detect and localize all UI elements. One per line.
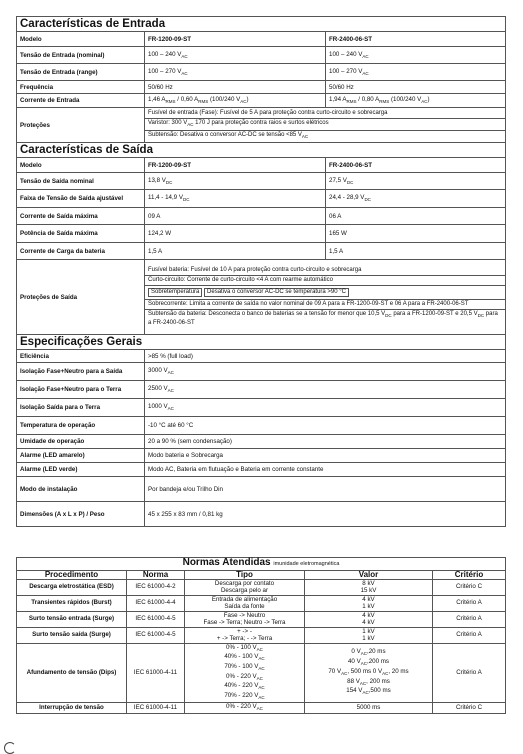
normas-procedimento: Descarga eletrostática (ESD) xyxy=(17,579,127,595)
normas-header-norma: Norma xyxy=(127,571,185,580)
saida-row-label: Corrente de Saída máxima xyxy=(17,208,145,225)
normas-valor: 4 kV 4 kV xyxy=(305,611,433,627)
entrada-row-value: 100 – 270 $V_{AC}$ xyxy=(326,64,506,81)
saida-row-value: 13,8 $V_{DC}$ xyxy=(145,173,326,190)
normas-criterio: Critério A xyxy=(433,611,506,627)
entrada-header-modelo: Modelo xyxy=(17,32,145,47)
saida-row-value: 09 A xyxy=(145,208,326,225)
protecao-curto-circuito: Curto-circuito: Corrente de curto-circuito <4 A com rearme automático xyxy=(145,276,505,286)
entrada-header-model-1: FR-1200-09-ST xyxy=(145,32,326,47)
entrada-row-label: Tensão de Entrada (range) xyxy=(17,64,145,81)
normas-valor: 8 kV 15 kV xyxy=(305,579,433,595)
saida-row-label: Corrente de Carga da bateria xyxy=(17,243,145,260)
gerais-row-value: >85 % (full load) xyxy=(145,350,506,363)
normas-criterio: Critério A xyxy=(433,643,506,702)
entrada-table xyxy=(16,16,506,527)
saida-title: Características de Saída xyxy=(17,143,506,158)
gerais-row-label: Modo de instalação xyxy=(17,477,145,502)
gerais-row-value: 45 x 255 x 83 mm / 0,81 kg xyxy=(145,502,506,527)
protecao-subtensao-bateria: Subtensão da bateria: Desconecta o banco de baterias se a tensão for menor que 10,5 $V_{DC}$ para a FR-1200-09-ST e 20,5 $V_{DC}$ para a FR-2400-06-ST xyxy=(148,311,498,326)
saida-header-modelo: Modelo xyxy=(17,158,145,173)
normas-procedimento: Surto tensão entrada (Surge) xyxy=(17,611,127,627)
saida-row-value: 24,4 - 28,9 $V_{DC}$ xyxy=(326,190,506,208)
gerais-row-value: 20 a 90 % (sem condensação) xyxy=(145,435,506,449)
protecao-fusivel: Fusível de entrada (Fase): Fusível de 5 A para proteção contra curto-circuito e sobrecarga xyxy=(145,109,505,119)
entrada-header-model-2: FR-2400-06-ST xyxy=(326,32,506,47)
gerais-row-label: Isolação Fase+Neutro para a Saída xyxy=(17,363,145,381)
gerais-row-label: Dimensões (A x L x P) / Peso xyxy=(17,502,145,527)
saida-row-value: 27,5 $V_{DC}$ xyxy=(326,173,506,190)
normas-norma: IEC 61000-4-11 xyxy=(127,643,185,702)
normas-header-valor: Valor xyxy=(305,571,433,580)
saida-row-value: 124,2 W xyxy=(145,225,326,243)
normas-norma: IEC 61000-4-5 xyxy=(127,611,185,627)
entrada-row-value: 1,94 $A_{RMS} / 0,80$ $A_{RMS}$ (100/240 $V_{AC}$) xyxy=(326,94,506,108)
normas-criterio: Critério C xyxy=(433,702,506,713)
saida-row-value: 11,4 - 14,9 $V_{DC}$ xyxy=(145,190,326,208)
saida-header-model-1: FR-1200-09-ST xyxy=(145,158,326,173)
normas-tipo: Fase -> Neutro Fase -> Terra; Neutro -> Terra xyxy=(185,611,305,627)
protecoes-saida-label: Proteções de Saída xyxy=(17,260,145,335)
gerais-row-value: 2500 $V_{AC}$ xyxy=(145,381,506,399)
gerais-row-label: Umidade de operação xyxy=(17,435,145,449)
gerais-row-value: 1000 $V_{AC}$ xyxy=(145,399,506,417)
protecoes-list xyxy=(145,108,506,143)
protecao-sobretemperatura xyxy=(145,286,505,300)
normas-criterio: Critério A xyxy=(433,595,506,611)
normas-tipo: Entrada de alimentação Saída da fonte xyxy=(185,595,305,611)
gerais-title: Especificações Gerais xyxy=(17,335,506,350)
normas-procedimento: Surto tensão saída (Surge) xyxy=(17,627,127,643)
protecoes-saida-list xyxy=(145,260,506,335)
protecoes-label: Proteções xyxy=(17,108,145,143)
saida-row-value: 06 A xyxy=(326,208,506,225)
entrada-row-value: 100 – 240 $V_{AC}$ xyxy=(326,47,506,64)
saida-row-value: 1,5 A xyxy=(145,243,326,260)
normas-procedimento: Afundamento de tensão (Dips) xyxy=(17,643,127,702)
entrada-row-value: 100 – 240 $V_{AC}$ xyxy=(145,47,326,64)
gerais-row-label: Alarme (LED verde) xyxy=(17,463,145,477)
entrada-row-value: 1,46 $A_{RMS} / 0,60$ $A_{RMS}$ (100/240 $V_{AC}$) xyxy=(145,94,326,108)
cropped-circle-icon xyxy=(4,742,16,754)
saida-row-label: Faixa de Tensão de Saída ajustável xyxy=(17,190,145,208)
saida-row-value: 1,5 A xyxy=(326,243,506,260)
protecao-fusivel-bateria: Fusível bateria: Fusível de 10 A para proteção contra curto-circuito e sobrecarga xyxy=(145,266,505,276)
normas-norma: IEC 61000-4-11 xyxy=(127,702,185,713)
gerais-row-value: Por bandeja e/ou Trilho Din xyxy=(145,477,506,502)
protecao-varistor: Varistor: 300 $V_{AC}$ 170 J para proteção contra raios e surtos elétricos xyxy=(145,119,505,130)
entrada-row-label: Frequência xyxy=(17,81,145,94)
entrada-row-value: 50/60 Hz xyxy=(326,81,506,94)
normas-tipo: Descarga por contato Descarga pelo ar xyxy=(185,579,305,595)
entrada-title: Características de Entrada xyxy=(17,17,506,32)
normas-criterio: Critério A xyxy=(433,627,506,643)
normas-valor: 4 kV 1 kV xyxy=(305,595,433,611)
normas-tipo: + -> - + -> Terra; - -> Terra xyxy=(185,627,305,643)
gerais-row-value: 3000 $V_{AC}$ xyxy=(145,363,506,381)
normas-valor: 1 kV 1 kV xyxy=(305,627,433,643)
gerais-row-value: -10 °C até 60 °C xyxy=(145,417,506,435)
normas-procedimento: Transientes rápidos (Burst) xyxy=(17,595,127,611)
sobretemperatura-text: Desativa o conversor AC-DC se temperatura >90 °C xyxy=(204,288,349,297)
saida-row-label: Tensão de Saída nominal xyxy=(17,173,145,190)
normas-valor: 5000 ms xyxy=(305,702,433,713)
saida-row-value: 165 W xyxy=(326,225,506,243)
entrada-row-label: Corrente de Entrada xyxy=(17,94,145,108)
normas-tipo: 0% - 220 $V_{AC}$ xyxy=(185,702,305,713)
protecao-sobrecorrente: Sobrecorrente: Limita a corrente de saída no valor nominal de 09 A para a FR-1200-09-ST e 06 A para a FR-2400-06-ST xyxy=(145,300,505,310)
normas-header-procedimento: Procedimento xyxy=(17,571,127,580)
normas-title: Normas Atendidas imunidade eletromagnética xyxy=(17,558,506,571)
gerais-row-value: Modo bateria e Sobrecarga xyxy=(145,449,506,463)
normas-tipo: 0% - 100 $V_{AC}$ 40% - 100 $V_{AC}$ 70% - 100 $V_{AC}$ 0% - 220 $V_{AC}$ 40% - 220 $V_{AC}$ 70% - 220 $V_{AC}$ xyxy=(185,643,305,702)
normas-criterio: Critério C xyxy=(433,579,506,595)
gerais-row-label: Isolação Saída para o Terra xyxy=(17,399,145,417)
normas-norma: IEC 61000-4-4 xyxy=(127,595,185,611)
gerais-row-label: Alarme (LED amarelo) xyxy=(17,449,145,463)
normas-procedimento: Interrupção de tensão xyxy=(17,702,127,713)
entrada-row-value: 100 – 270 $V_{AC}$ xyxy=(145,64,326,81)
normas-norma: IEC 61000-4-2 xyxy=(127,579,185,595)
sobretemperatura-label: Sobretemperatura xyxy=(148,288,202,297)
normas-valor: 0 $V_{AC},20$ ms 40 $V_{AC},200$ ms 70 $V_{AC}$, 500 ms 0 $V_{AC}$, 20 ms 88 $V_{AC}$, 200 ms 154 $V_{AC},500$ ms xyxy=(305,643,433,702)
gerais-row-label: Eficiência xyxy=(17,350,145,363)
saida-row-label: Potência de Saída máxima xyxy=(17,225,145,243)
spec-sheet xyxy=(16,16,505,527)
entrada-row-value: 50/60 Hz xyxy=(145,81,326,94)
saida-header-model-2: FR-2400-06-ST xyxy=(326,158,506,173)
normas-header-criterio: Critério xyxy=(433,571,506,580)
gerais-row-label: Isolação Fase+Neutro para o Terra xyxy=(17,381,145,399)
normas-header-tipo: Tipo xyxy=(185,571,305,580)
gerais-row-value: Modo AC, Bateria em flutuação e Bateria em corrente constante xyxy=(145,463,506,477)
entrada-row-label: Tensão de Entrada (nominal) xyxy=(17,47,145,64)
protecao-subtensao: Subtensão: Desativa o conversor AC-DC se tensão <85 $V_{AC}$ xyxy=(148,131,309,139)
gerais-row-label: Temperatura de operação xyxy=(17,417,145,435)
normas-norma: IEC 61000-4-5 xyxy=(127,627,185,643)
normas-table xyxy=(16,557,506,714)
